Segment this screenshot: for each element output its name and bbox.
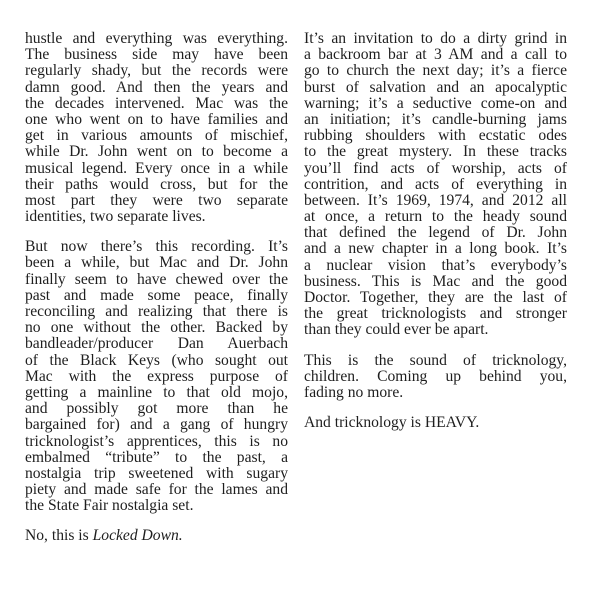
text-line: an initiation; it’s candle-burning jams (304, 110, 567, 128)
text-line: getting a mainline to that old mojo, (25, 383, 288, 401)
text-line: Mac with the express purpose of (25, 367, 288, 385)
text-line: and possibly got more than he (25, 400, 288, 418)
text-line: finally seem to have chewed over the (25, 270, 288, 288)
text-line: the decades intervened. Mac was the (25, 94, 288, 112)
closing-prefix: No, this is (25, 527, 93, 545)
paragraph-2 (25, 239, 288, 514)
left-column (25, 31, 288, 559)
text-line: most part they were two separate (25, 191, 288, 209)
text-line: burst of salvation and an apocalyptic (304, 78, 567, 96)
text-line: tricknologist’s apprentices, this is no (25, 432, 288, 450)
paragraph-1 (25, 31, 288, 225)
text-line: This is the sound of tricknology, (304, 351, 567, 369)
text-line: one who went on to have families and (25, 110, 288, 128)
right-column (304, 31, 567, 445)
text-line: you’ll find acts of worship, acts of (304, 159, 567, 177)
text-line: and a new chapter in a long book. It’s (304, 240, 567, 258)
text-line: get in various amounts of mischief, (25, 127, 288, 145)
text-line: identities, two separate lives. (25, 208, 206, 226)
text-line: But now there’s this recording. It’s (25, 238, 288, 256)
text-line: reconciling and realizing that there is (25, 303, 288, 320)
text-line: no one without the other. Backed by (25, 319, 288, 337)
text-line: Doctor. Together, they are the last of (304, 289, 567, 306)
text-line: of the Black Keys (who sought out (25, 351, 288, 369)
text-line: their paths would cross, but for the (25, 175, 288, 193)
text-line: between. It’s 1969, 1974, and 2012 all (304, 191, 567, 209)
text-line: at once, a return to the heady sound (304, 208, 567, 226)
text-line: that defined the legend of Dr. John (304, 224, 567, 242)
text-line: than they could ever be apart. (304, 321, 489, 339)
text-line: And tricknology is HEAVY. (304, 414, 480, 432)
text-line: bargained for) and a gang of hungry (25, 416, 288, 434)
text-line: piety and made safe for the lames and (25, 481, 288, 499)
text-line: embalmed “tribute” to the past, a (25, 448, 288, 466)
text-line: business. This is Mac and the good (304, 272, 567, 290)
text-line: The business side may have been (25, 46, 288, 64)
text-line: the State Fair nostalgia set. (25, 497, 194, 515)
text-line: rubbing shoulders with ecstatic odes (304, 127, 567, 145)
text-line: the great tricknologists and stronger (304, 305, 567, 323)
text-line: been a while, but Mac and Dr. John (25, 254, 288, 272)
paragraph-5 (304, 353, 567, 402)
paragraph-6 (304, 415, 567, 431)
text-line: warning; it’s a seductive come-on and (304, 94, 567, 112)
text-line: a backroom bar at 3 AM and a call to (304, 46, 567, 64)
paragraph-4 (304, 31, 567, 339)
text-line: fading no more. (304, 383, 404, 401)
text-line: while Dr. John went on to become a (25, 143, 288, 161)
paragraph-3 (25, 528, 288, 544)
text-line: It’s an invitation to do a dirty grind in (304, 30, 567, 47)
closing-line (25, 528, 288, 544)
text-line: hustle and everything was everything. (25, 30, 288, 47)
text-line: contrition, and acts of everything in (304, 175, 567, 193)
text-line: bandleader/producer Dan Auerbach (25, 335, 288, 353)
text-line: past and made some peace, finally (25, 286, 288, 304)
text-line: damn good. And then the years and (25, 78, 288, 96)
album-title: Locked Down. (92, 527, 183, 545)
text-line: regularly shady, but the records were (25, 62, 288, 80)
text-line: a nuclear vision that’s everybody’s (304, 256, 567, 274)
text-line: children. Coming up behind you, (304, 367, 567, 385)
text-line: go to church the next day; it’s a fierce (304, 62, 567, 80)
text-line: musical legend. Every once in a while (25, 159, 288, 177)
text-line: nostalgia trip sweetened with sugary (25, 464, 288, 482)
text-line: to the great mystery. In these tracks (304, 143, 567, 161)
